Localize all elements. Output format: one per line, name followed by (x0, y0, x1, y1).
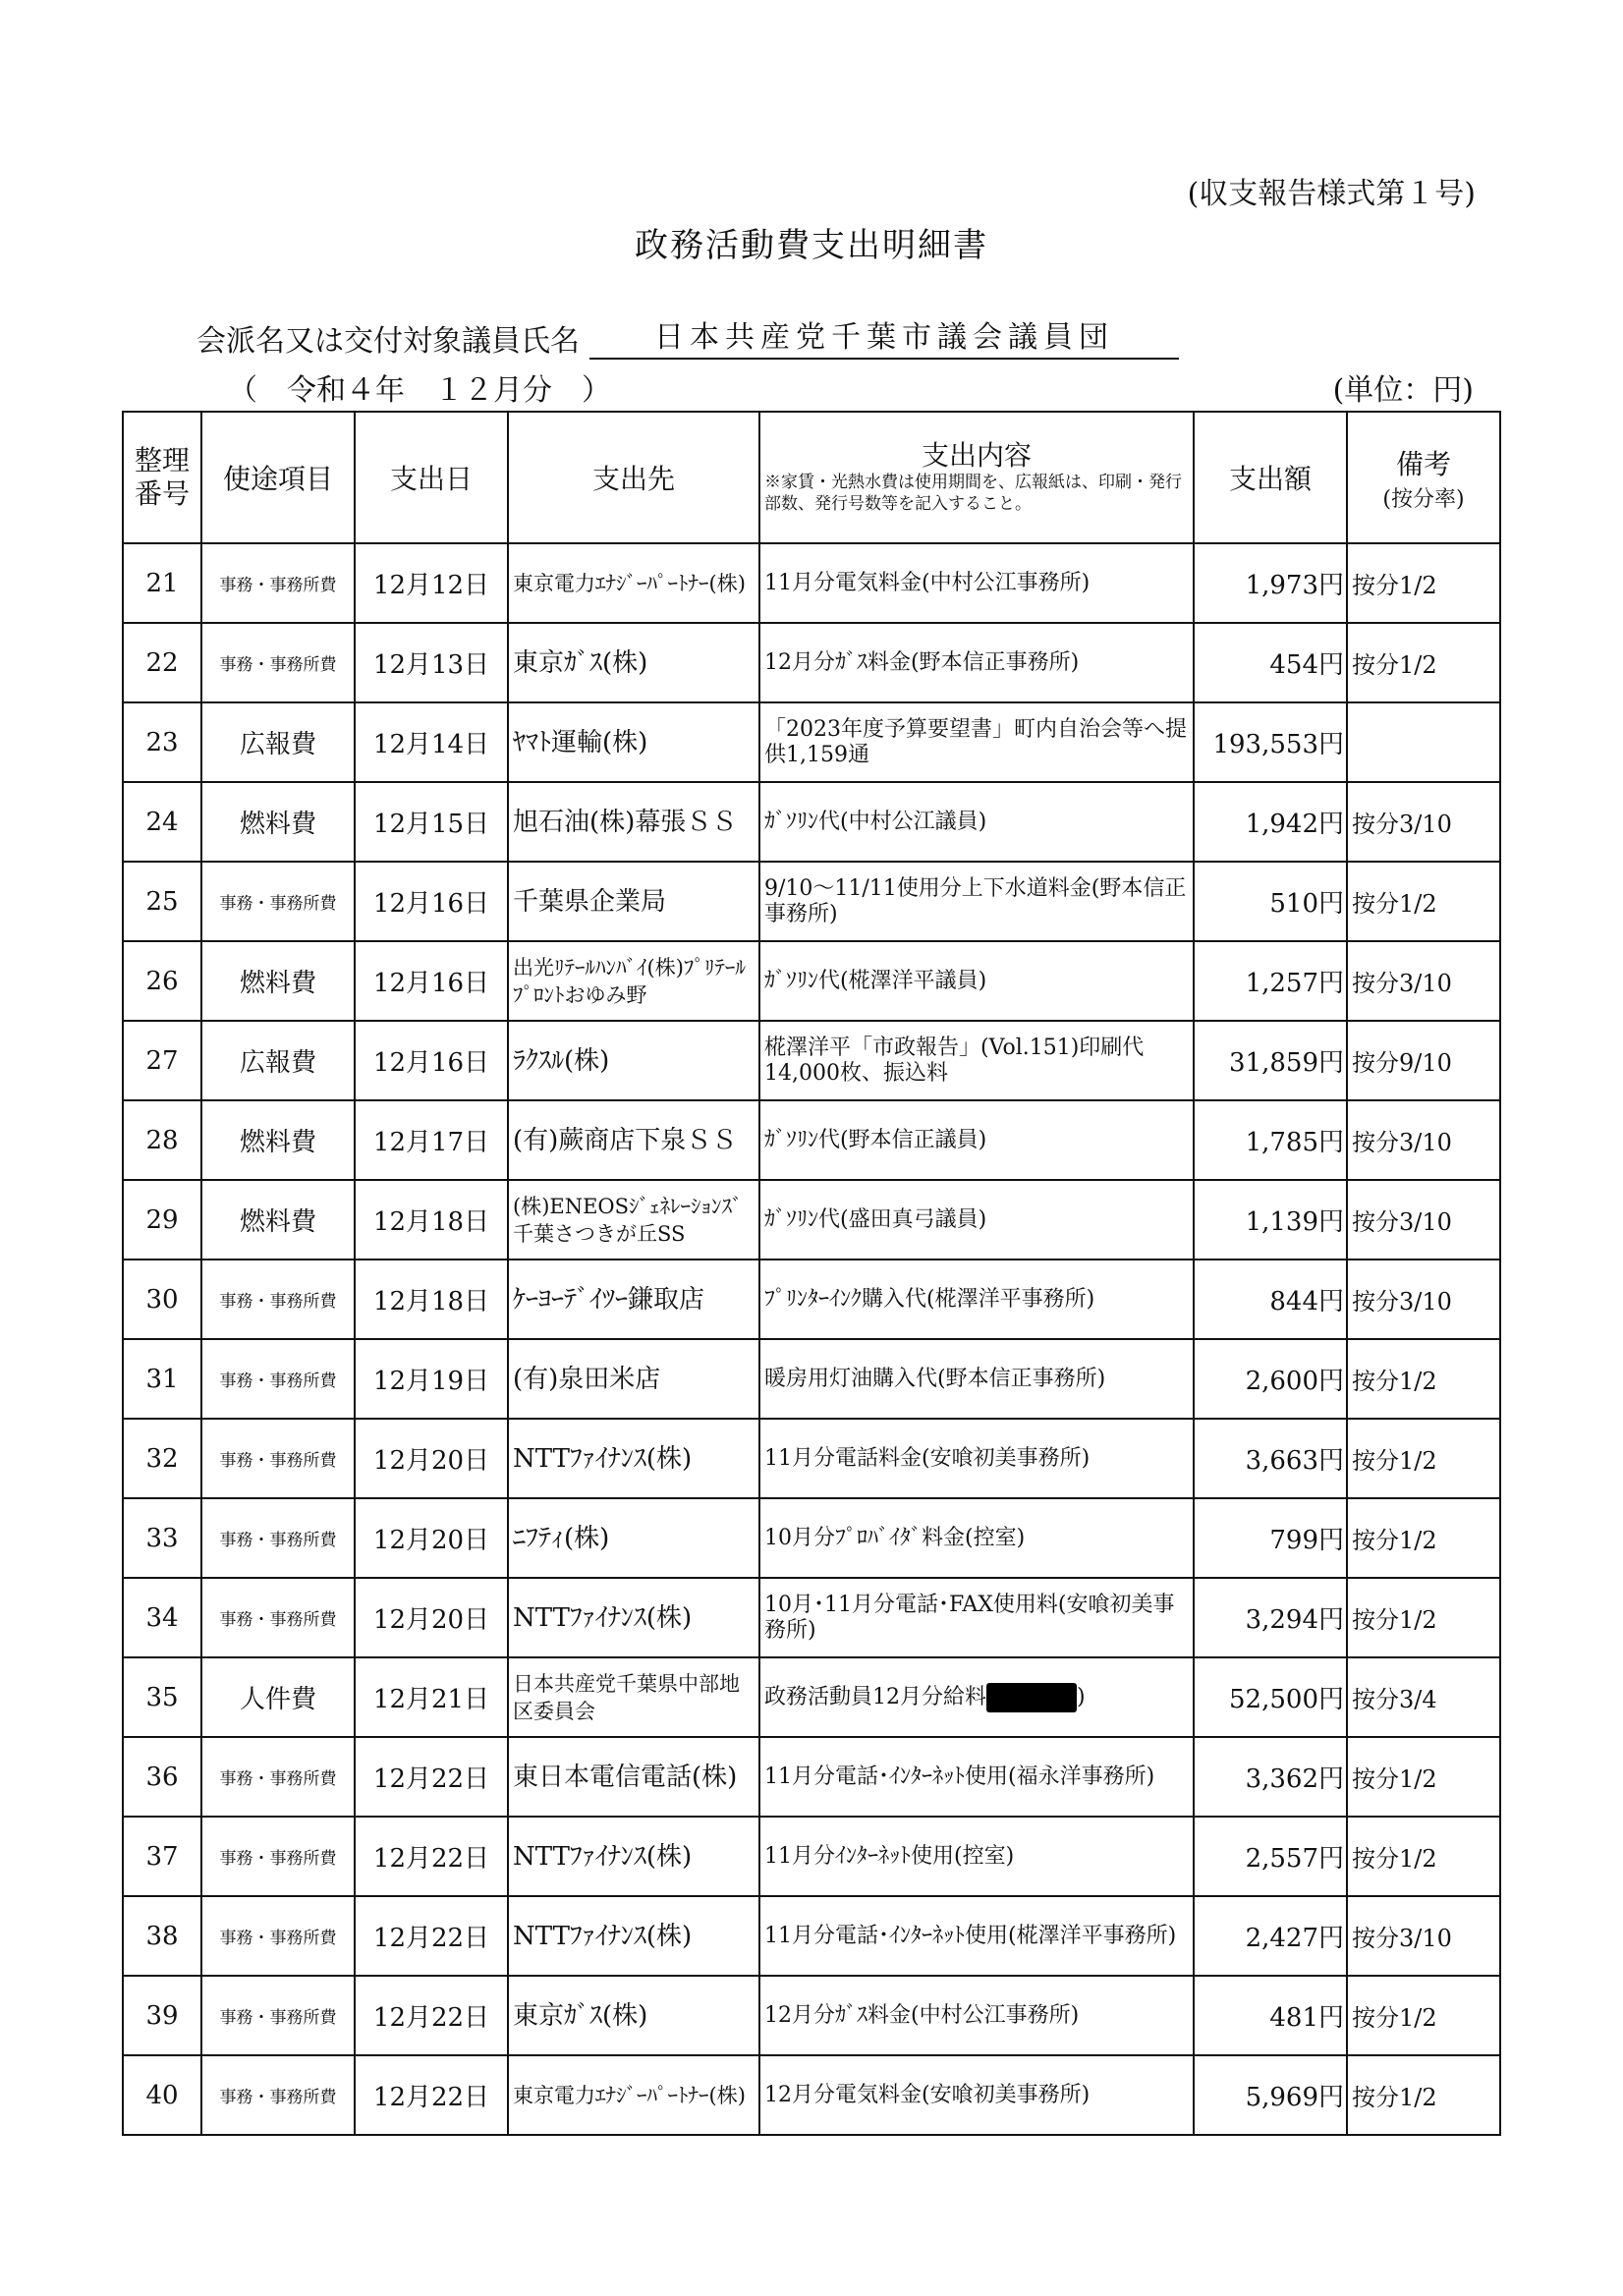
row-number: 30 (123, 1260, 201, 1339)
table-row (123, 1419, 1500, 1498)
row-amount: 2,557円 (1194, 1817, 1347, 1896)
row-date: 12月12日 (355, 543, 508, 623)
row-content-text: 11月分電話･ｲﾝﾀｰﾈｯﾄ使用(椛澤洋平事務所) (764, 1923, 1177, 1948)
row-date: 12月18日 (355, 1260, 508, 1339)
row-payee: 日本共産党千葉県中部地区委員会 (508, 1657, 759, 1737)
row-use: 人件費 (201, 1657, 355, 1737)
row-payee: NTTﾌｧｲﾅﾝｽ(株) (508, 1419, 759, 1498)
row-content-text: 11月分電気料金(中村公江事務所) (764, 570, 1091, 595)
row-date: 12月14日 (355, 702, 508, 782)
row-content-text: 11月分ｲﾝﾀｰﾈｯﾄ使用(控室) (764, 1843, 1015, 1869)
row-note: 按分1/2 (1347, 862, 1500, 941)
row-payee: ﾔﾏﾄ運輸(株) (508, 702, 759, 782)
row-content-text: 椛澤洋平「市政報告」(Vol.151)印刷代14,000枚、振込料 (764, 1035, 1145, 1086)
row-content (759, 782, 1194, 862)
row-note: 按分3/10 (1347, 1260, 1500, 1339)
table-row (123, 1021, 1500, 1100)
party-row (196, 312, 1179, 360)
row-payee: ﾆﾌﾃｨ(株) (508, 1498, 759, 1578)
reporting-period: （ 令和４年 １２月分 ） (228, 373, 611, 408)
row-amount: 844円 (1194, 1260, 1347, 1339)
table-row (123, 1578, 1500, 1657)
row-use: 燃料費 (201, 941, 355, 1021)
table-row (123, 1976, 1500, 2055)
row-date: 12月20日 (355, 1578, 508, 1657)
row-use: 事務・事務所費 (201, 1339, 355, 1419)
row-payee: 東京電力ｴﾅｼﾞｰﾊﾟｰﾄﾅｰ(株) (508, 543, 759, 623)
header-amount: 支出額 (1194, 412, 1347, 543)
row-date: 12月22日 (355, 2055, 508, 2135)
row-use: 事務・事務所費 (201, 623, 355, 702)
row-date: 12月16日 (355, 941, 508, 1021)
row-note: 按分3/10 (1347, 1180, 1500, 1260)
row-content (759, 1180, 1194, 1260)
row-payee: 千葉県企業局 (508, 862, 759, 941)
row-number: 34 (123, 1578, 201, 1657)
document-title: 政務活動費支出明細書 (635, 226, 988, 265)
table-row (123, 862, 1500, 941)
row-use: 燃料費 (201, 1180, 355, 1260)
row-use: 燃料費 (201, 1100, 355, 1180)
row-use: 広報費 (201, 1021, 355, 1100)
row-amount: 193,553円 (1194, 702, 1347, 782)
row-use: 事務・事務所費 (201, 1498, 355, 1578)
row-amount: 3,663円 (1194, 1419, 1347, 1498)
row-date: 12月18日 (355, 1180, 508, 1260)
row-payee: ﾗｸｽﾙ(株) (508, 1021, 759, 1100)
row-number: 23 (123, 702, 201, 782)
unit-label: (単位：円) (1332, 373, 1474, 408)
row-amount: 2,427円 (1194, 1896, 1347, 1976)
row-content (759, 543, 1194, 623)
row-content-text: ﾌﾟﾘﾝﾀｰｲﾝｸ購入代(椛澤洋平事務所) (764, 1286, 1095, 1312)
table-row (123, 1896, 1500, 1976)
expense-table (122, 411, 1501, 2136)
row-content (759, 1498, 1194, 1578)
row-note: 按分1/2 (1347, 1339, 1500, 1419)
row-note: 按分3/10 (1347, 941, 1500, 1021)
row-date: 12月22日 (355, 1896, 508, 1976)
row-date: 12月17日 (355, 1100, 508, 1180)
row-content-text: 暖房用灯油購入代(野本信正事務所) (764, 1366, 1106, 1391)
row-content-suffix: ) (1077, 1684, 1086, 1709)
row-payee: (株)ENEOSｼﾞｪﾈﾚｰｼｮﾝｽﾞ千葉さつきが丘SS (508, 1180, 759, 1260)
row-number: 40 (123, 2055, 201, 2135)
table-row (123, 1100, 1500, 1180)
row-payee: ｹｰﾖｰﾃﾞｲﾂｰ鎌取店 (508, 1260, 759, 1339)
table-row (123, 941, 1500, 1021)
table-row (123, 623, 1500, 702)
party-name: 日本共産党千葉市議会議員団 (589, 312, 1179, 360)
table-row (123, 543, 1500, 623)
row-number: 33 (123, 1498, 201, 1578)
row-use: 事務・事務所費 (201, 1737, 355, 1817)
row-content (759, 1578, 1194, 1657)
row-note: 按分1/2 (1347, 1976, 1500, 2055)
row-content (759, 1100, 1194, 1180)
row-amount: 31,859円 (1194, 1021, 1347, 1100)
row-use: 事務・事務所費 (201, 1260, 355, 1339)
row-number: 37 (123, 1817, 201, 1896)
row-note: 按分3/10 (1347, 1100, 1500, 1180)
row-amount: 1,257円 (1194, 941, 1347, 1021)
row-use: 広報費 (201, 702, 355, 782)
row-number: 32 (123, 1419, 201, 1498)
row-payee: 東日本電信電話(株) (508, 1737, 759, 1817)
row-payee: 東京電力ｴﾅｼﾞｰﾊﾟｰﾄﾅｰ(株) (508, 2055, 759, 2135)
row-amount: 1,942円 (1194, 782, 1347, 862)
row-amount: 1,973円 (1194, 543, 1347, 623)
row-use: 事務・事務所費 (201, 543, 355, 623)
table-row (123, 1817, 1500, 1896)
row-number: 24 (123, 782, 201, 862)
row-number: 39 (123, 1976, 201, 2055)
row-content (759, 941, 1194, 1021)
row-content-text: ｶﾞｿﾘﾝ代(盛田真弓議員) (764, 1206, 987, 1232)
table-row (123, 1260, 1500, 1339)
row-date: 12月20日 (355, 1498, 508, 1578)
row-use: 事務・事務所費 (201, 1896, 355, 1976)
row-note: 按分1/2 (1347, 1419, 1500, 1498)
table-row (123, 1737, 1500, 1817)
row-amount: 454円 (1194, 623, 1347, 702)
party-label: 会派名又は交付対象議員氏名 (196, 324, 580, 359)
row-note: 按分3/10 (1347, 782, 1500, 862)
row-content-text: ｶﾞｿﾘﾝ代(野本信正議員) (764, 1127, 987, 1152)
row-note: 按分1/2 (1347, 1737, 1500, 1817)
row-date: 12月16日 (355, 1021, 508, 1100)
row-number: 38 (123, 1896, 201, 1976)
header-no: 整理 番号 (123, 412, 201, 543)
row-payee: NTTﾌｧｲﾅﾝｽ(株) (508, 1896, 759, 1976)
row-number: 22 (123, 623, 201, 702)
table-row (123, 782, 1500, 862)
row-content (759, 862, 1194, 941)
row-content (759, 1657, 1194, 1737)
row-number: 29 (123, 1180, 201, 1260)
row-content (759, 1896, 1194, 1976)
row-date: 12月16日 (355, 862, 508, 941)
row-content-text: 11月分電話･ｲﾝﾀｰﾈｯﾄ使用(福永洋事務所) (764, 1764, 1155, 1789)
row-use: 事務・事務所費 (201, 1578, 355, 1657)
row-note: 按分1/2 (1347, 2055, 1500, 2135)
row-payee: NTTﾌｧｲﾅﾝｽ(株) (508, 1578, 759, 1657)
row-number: 25 (123, 862, 201, 941)
header-date: 支出日 (355, 412, 508, 543)
row-content (759, 1976, 1194, 2055)
header-note: 備考 (按分率) (1347, 412, 1500, 543)
header-use: 使途項目 (201, 412, 355, 543)
row-content-text: 「2023年度予算要望書」町内自治会等へ提供1,159通 (764, 716, 1187, 767)
row-payee: 出光ﾘﾃｰﾙﾊﾝﾊﾞｲ(株)ﾌﾟﾘﾃｰﾙﾌﾟﾛﾝﾄおゆみ野 (508, 941, 759, 1021)
row-amount: 52,500円 (1194, 1657, 1347, 1737)
row-note: 按分9/10 (1347, 1021, 1500, 1100)
row-number: 27 (123, 1021, 201, 1100)
row-use: 事務・事務所費 (201, 1976, 355, 2055)
row-content-text: 10月分ﾌﾟﾛﾊﾞｲﾀﾞ料金(控室) (764, 1525, 1026, 1550)
row-note: 按分1/2 (1347, 623, 1500, 702)
row-use: 事務・事務所費 (201, 2055, 355, 2135)
row-content (759, 1260, 1194, 1339)
row-date: 12月13日 (355, 623, 508, 702)
row-number: 36 (123, 1737, 201, 1817)
row-date: 12月15日 (355, 782, 508, 862)
row-content (759, 1737, 1194, 1817)
row-note: 按分1/2 (1347, 1578, 1500, 1657)
row-note: 按分3/4 (1347, 1657, 1500, 1737)
table-row (123, 702, 1500, 782)
row-content-text: 9/10～11/11使用分上下水道料金(野本信正事務所) (764, 875, 1187, 926)
row-note: 按分1/2 (1347, 1498, 1500, 1578)
row-content (759, 1339, 1194, 1419)
row-content (759, 623, 1194, 702)
row-note: 按分1/2 (1347, 543, 1500, 623)
redacted-block (986, 1683, 1077, 1712)
row-payee: 旭石油(株)幕張ＳＳ (508, 782, 759, 862)
row-date: 12月22日 (355, 1737, 508, 1817)
row-number: 26 (123, 941, 201, 1021)
row-amount: 481円 (1194, 1976, 1347, 2055)
row-content (759, 1419, 1194, 1498)
row-note (1347, 702, 1500, 782)
row-use: 燃料費 (201, 782, 355, 862)
row-content-text: 12月分ｶﾞｽ料金(野本信正事務所) (764, 649, 1080, 675)
row-amount: 1,139円 (1194, 1180, 1347, 1260)
row-use: 事務・事務所費 (201, 1419, 355, 1498)
row-use: 事務・事務所費 (201, 862, 355, 941)
row-note: 按分3/10 (1347, 1896, 1500, 1976)
row-note: 按分1/2 (1347, 1817, 1500, 1896)
row-payee: (有)泉田米店 (508, 1339, 759, 1419)
header-content: 支出内容 ※家賃・光熱水費は使用期間を、広報紙は、印刷・発行部数、発行号数等を記入すること。 (759, 412, 1194, 543)
row-payee: 東京ｶﾞｽ(株) (508, 623, 759, 702)
row-amount: 1,785円 (1194, 1100, 1347, 1180)
row-amount: 3,362円 (1194, 1737, 1347, 1817)
row-use: 事務・事務所費 (201, 1817, 355, 1896)
table-header-row (123, 412, 1500, 543)
table-row (123, 1180, 1500, 1260)
row-date: 12月19日 (355, 1339, 508, 1419)
row-number: 35 (123, 1657, 201, 1737)
table-row (123, 1339, 1500, 1419)
row-content-text: ｶﾞｿﾘﾝ代(中村公江議員) (764, 809, 987, 834)
row-content (759, 2055, 1194, 2135)
row-number: 28 (123, 1100, 201, 1180)
row-content-text: 10月･11月分電話･FAX使用料(安喰初美事務所) (764, 1592, 1175, 1643)
table-row (123, 1498, 1500, 1578)
row-content-text: 12月分電気料金(安喰初美事務所) (764, 2082, 1091, 2107)
row-payee: NTTﾌｧｲﾅﾝｽ(株) (508, 1817, 759, 1896)
table-row (123, 2055, 1500, 2135)
row-payee: (有)蕨商店下泉ＳＳ (508, 1100, 759, 1180)
row-date: 12月22日 (355, 1817, 508, 1896)
row-amount: 799円 (1194, 1498, 1347, 1578)
row-payee: 東京ｶﾞｽ(株) (508, 1976, 759, 2055)
row-amount: 3,294円 (1194, 1578, 1347, 1657)
row-content-text: 12月分ｶﾞｽ料金(中村公江事務所) (764, 2002, 1080, 2028)
form-number: (収支報告様式第１号) (1187, 177, 1476, 211)
header-payee: 支出先 (508, 412, 759, 543)
row-content-text: 11月分電話料金(安喰初美事務所) (764, 1445, 1091, 1471)
row-number: 31 (123, 1339, 201, 1419)
row-date: 12月21日 (355, 1657, 508, 1737)
row-content-text: ｶﾞｿﾘﾝ代(椛澤洋平議員) (764, 968, 987, 993)
row-content (759, 1817, 1194, 1896)
row-date: 12月22日 (355, 1976, 508, 2055)
table-row (123, 1657, 1500, 1737)
row-amount: 5,969円 (1194, 2055, 1347, 2135)
row-number: 21 (123, 543, 201, 623)
row-amount: 2,600円 (1194, 1339, 1347, 1419)
row-amount: 510円 (1194, 862, 1347, 941)
row-content-text: 政務活動員12月分給料 (764, 1684, 986, 1709)
row-content (759, 702, 1194, 782)
row-content (759, 1021, 1194, 1100)
row-date: 12月20日 (355, 1419, 508, 1498)
